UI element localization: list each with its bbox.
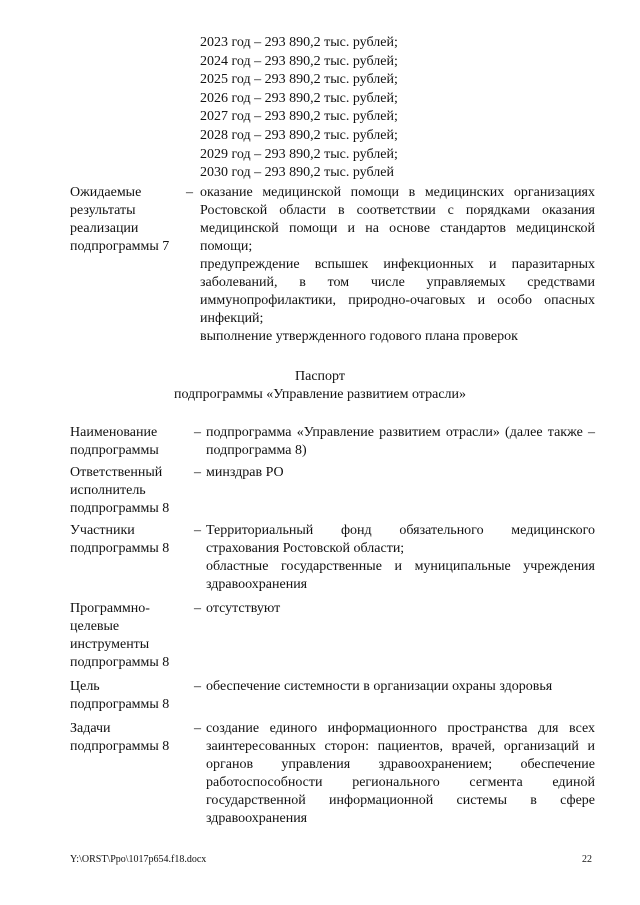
row-label: Программно-целевые инструменты подпрограммы 8 bbox=[70, 601, 170, 670]
row-text bbox=[206, 678, 595, 696]
row-paragraph: подпрограмма «Управление развитием отрасли» (далее также – подпрограмма 8) bbox=[206, 425, 595, 458]
row-text bbox=[206, 424, 595, 460]
passport-subtitle: подпрограммы «Управление развитием отрасли» bbox=[173, 387, 467, 402]
row-dash: – bbox=[194, 601, 201, 616]
row-text bbox=[200, 184, 595, 346]
funding-line: 2023 год – 293 890,2 тыс. рублей; bbox=[200, 35, 398, 50]
footer-file-path: Y:\ORST\Ppo\1017p654.f18.docx bbox=[70, 854, 207, 865]
footer-page-number: 22 bbox=[582, 854, 592, 865]
row-label: Цель подпрограммы 8 bbox=[70, 679, 170, 712]
row-paragraph: минздрав РО bbox=[206, 465, 284, 480]
row-dash: – bbox=[194, 425, 201, 440]
passport-row-name bbox=[70, 424, 595, 464]
row-label: Наименование подпрограммы bbox=[70, 425, 159, 458]
row-label: Ответственный исполнитель подпрограммы 8 bbox=[70, 465, 170, 516]
row-dash: – bbox=[194, 721, 201, 736]
funding-line: 2030 год – 293 890,2 тыс. рублей bbox=[200, 165, 394, 181]
row-dash: – bbox=[194, 465, 201, 480]
row-label: Участники подпрограммы 8 bbox=[70, 523, 170, 556]
passport-row-participants bbox=[70, 522, 595, 598]
passport-title: Паспорт bbox=[295, 369, 345, 384]
passport-row-goal bbox=[70, 678, 595, 718]
row-paragraph: областные государственные и муниципальные учреждения здравоохранения bbox=[206, 559, 595, 592]
expected-results-row bbox=[70, 184, 595, 344]
passport-row-executor bbox=[70, 464, 595, 520]
row-text bbox=[206, 464, 595, 482]
row-paragraph: предупреждение вспышек инфекционных и паразитарных заболеваний, в том числе управляемых средствами иммунопрофилактики, природно-очаговых и особо опасных инфекций; bbox=[200, 257, 595, 326]
funding-line: 2029 год – 293 890,2 тыс. рублей; bbox=[200, 146, 398, 162]
row-label: Задачи подпрограммы 8 bbox=[70, 721, 170, 754]
row-text bbox=[206, 600, 595, 618]
row-paragraph: оказание медицинской помощи в медицинских организациях Ростовской области в соответствии с порядками оказания медицинской помощи и на основе стандартов медицинской помощи; bbox=[200, 185, 595, 254]
row-paragraph: отсутствуют bbox=[206, 601, 281, 616]
row-paragraph: выполнение утвержденного годового плана проверок bbox=[200, 329, 518, 344]
funding-line: 2024 год – 293 890,2 тыс. рублей; bbox=[200, 53, 398, 69]
row-dash: – bbox=[186, 185, 193, 200]
row-dash: – bbox=[194, 523, 201, 538]
funding-line: 2026 год – 293 890,2 тыс. рублей; bbox=[200, 90, 398, 106]
row-dash: – bbox=[194, 679, 201, 694]
row-label: Ожидаемые результаты реализации подпрограммы 7 bbox=[70, 185, 170, 254]
funding-line: 2025 год – 293 890,2 тыс. рублей; bbox=[200, 72, 398, 88]
row-paragraph: Территориальный фонд обязательного медицинского страхования Ростовской области; bbox=[206, 523, 595, 556]
funding-line: 2027 год – 293 890,2 тыс. рублей; bbox=[200, 109, 398, 125]
passport-row-instruments bbox=[70, 600, 595, 676]
funding-list bbox=[200, 34, 398, 183]
row-text bbox=[206, 522, 595, 594]
passport-row-tasks bbox=[70, 720, 595, 830]
funding-line: 2028 год – 293 890,2 тыс. рублей; bbox=[200, 127, 398, 143]
row-paragraph: создание единого информационного пространства для всех заинтересованных сторон: пациентов, врачей, организаций и органов управления здравоохранением; обеспечение работоспособности регионального сегмента единой государственной информационной системы в сфере здравоохранения bbox=[206, 721, 595, 826]
row-text bbox=[206, 720, 595, 828]
row-paragraph: обеспечение системности в организации охраны здоровья bbox=[206, 679, 553, 694]
